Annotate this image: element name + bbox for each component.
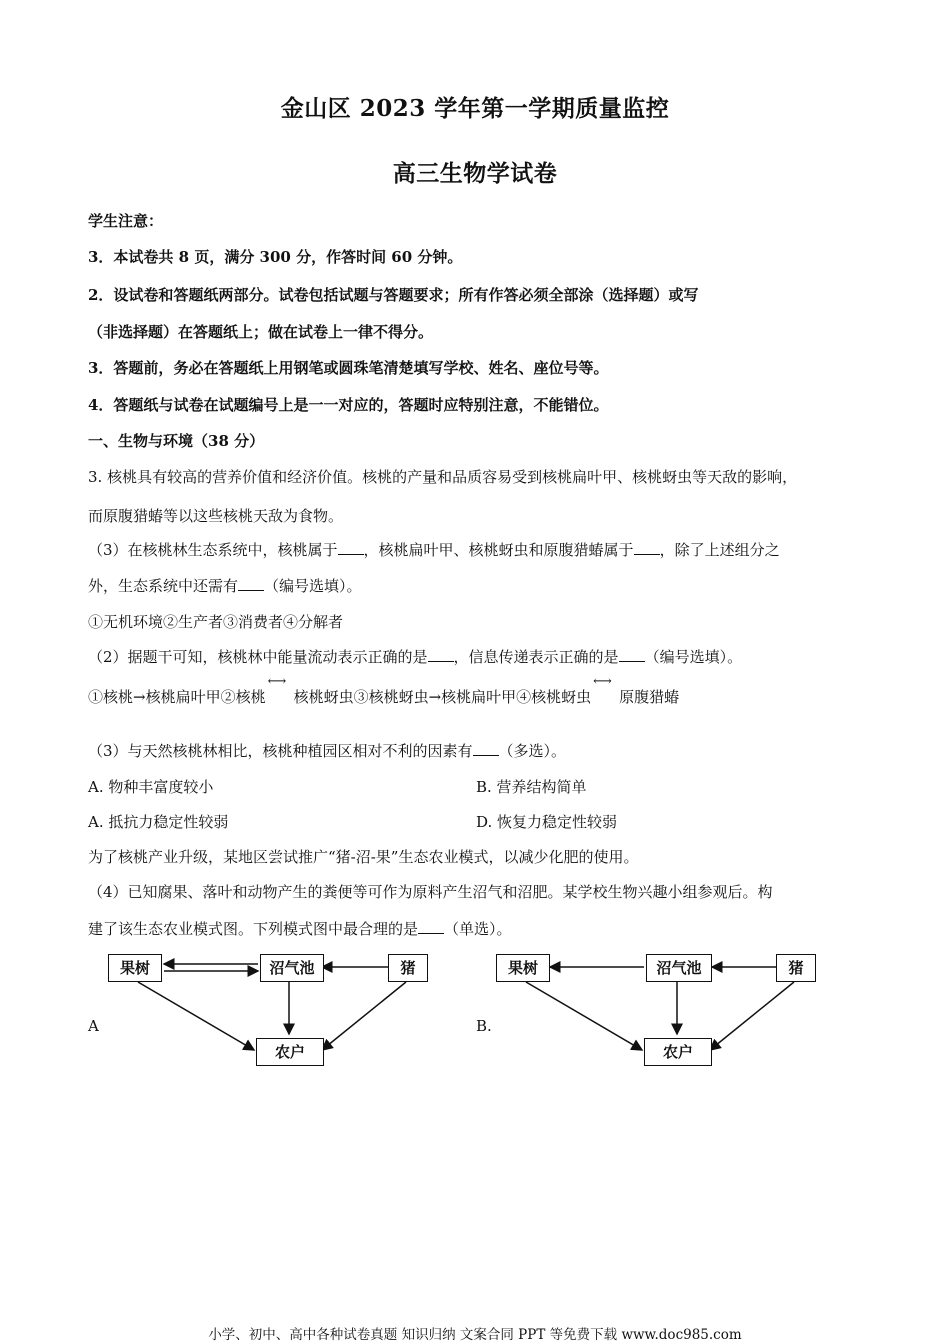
question-text: （3）在核桃林生态系统中，核桃属于 <box>88 541 338 559</box>
answer-blank <box>338 540 364 555</box>
node-orchard: 果树 <box>108 954 162 982</box>
question-2-options <box>88 674 680 707</box>
arrow-pig-to-farmer <box>322 982 406 1050</box>
diagram-a <box>108 950 428 1075</box>
question-text: ，除了上述组分之 <box>659 541 780 559</box>
question-intro: 而原腹猎蝽等以这些核桃天敌为食物。 <box>88 507 344 525</box>
node-biogas: 沼气池 <box>260 954 324 982</box>
choice-d: D. 恢复力稳定性较弱 <box>476 813 618 831</box>
question-text: ，信息传递表示正确的是 <box>453 648 619 666</box>
question-text: （3）与天然核桃林相比，核桃种植园区相对不利的因素有 <box>88 742 473 760</box>
option-text: 核桃蚜虫③核桃蚜虫→核桃扁叶甲④核桃蚜虫 <box>293 688 592 706</box>
answer-blank <box>634 540 660 555</box>
question-3 <box>88 740 566 761</box>
question-text: ，核桃扁叶甲、核桃蚜虫和原腹猎蝽属于 <box>363 541 634 559</box>
choice-a: A. 物种丰富度较小 <box>88 778 214 796</box>
question-text: （2）据题干可知，核桃林中能量流动表示正确的是 <box>88 648 428 666</box>
question-text: 建了该生态农业模式图。下列模式图中最合理的是 <box>88 920 419 938</box>
notice-item: 4．答题纸与试卷在试题编号上是一一对应的，答题时应特别注意，不能错位。 <box>88 396 609 414</box>
notice-heading: 学生注意： <box>88 212 164 230</box>
question-text: （多选）。 <box>498 742 567 760</box>
question-intro: 3. 核桃具有较高的营养价值和经济价值。核桃的产量和品质容易受到核桃扁叶甲、核桃蚜虫等天敌的影响， <box>88 468 798 486</box>
answer-blank <box>428 647 454 662</box>
diagram-b-label: B. <box>476 1017 492 1035</box>
question-1-cont <box>88 575 362 596</box>
arrow-orchard-to-farmer <box>138 982 254 1050</box>
question-text: （编号选填）。 <box>264 577 362 595</box>
question-4-cont <box>88 918 512 939</box>
node-pig: 猪 <box>388 954 428 982</box>
node-pig: 猪 <box>776 954 816 982</box>
question-1-options: ①无机环境②生产者③消费者④分解者 <box>88 613 344 631</box>
node-farmer: 农户 <box>256 1038 324 1066</box>
paragraph: 为了核桃产业升级，某地区尝试推广“猪-沼-果”生态农业模式，以减少化肥的使用。 <box>88 848 639 866</box>
option-text: ①核桃→核桃扁叶甲②核桃 <box>88 688 266 706</box>
question-text: （单选）。 <box>444 920 512 938</box>
question-1 <box>88 539 780 560</box>
notice-item: （非选择题）在答题纸上；做在试卷上一律不得分。 <box>88 323 434 341</box>
node-farmer: 农户 <box>644 1038 712 1066</box>
exam-title: 金山区 2023 学年第一学期质量监控 <box>280 95 670 122</box>
exam-subtitle: 高三生物学试卷 <box>392 160 558 187</box>
double-arrow-icon: ⟷ <box>593 674 612 689</box>
answer-blank <box>238 576 264 591</box>
notice-item: 3．本试卷共 8 页，满分 300 分，作答时间 60 分钟。 <box>88 248 463 266</box>
notice-item: 2．设试卷和答题纸两部分。试卷包括试题与答题要求；所有作答必须全部涂（选择题）或写 <box>88 286 699 304</box>
double-arrow-icon: ⟷ <box>267 674 287 689</box>
choice-b: B. 营养结构简单 <box>476 778 587 796</box>
answer-blank <box>473 741 499 756</box>
question-text: 外，生态系统中还需有 <box>88 577 239 595</box>
option-text: 原腹猎蝽 <box>619 688 680 706</box>
diagram-b <box>496 950 826 1075</box>
question-4: （4）已知腐果、落叶和动物产生的粪便等可作为原料产生沼气和沼肥。某学校生物兴趣小组参观后。构 <box>88 883 773 901</box>
node-biogas: 沼气池 <box>646 954 712 982</box>
answer-blank <box>619 647 645 662</box>
arrow-orchard-to-farmer <box>526 982 642 1050</box>
choice-c: A. 抵抗力稳定性较弱 <box>88 813 229 831</box>
arrow-pig-to-farmer <box>710 982 794 1050</box>
section-heading: 一、生物与环境（38 分） <box>88 432 265 450</box>
node-orchard: 果树 <box>496 954 550 982</box>
question-2 <box>88 646 742 667</box>
answer-blank <box>418 919 444 934</box>
notice-item: 3．答题前，务必在答题纸上用钢笔或圆珠笔清楚填写学校、姓名、座位号等。 <box>88 359 609 377</box>
page-footer: 小学、初中、高中各种试卷真题 知识归纳 文案合同 PPT 等免费下载 www.doc985.com <box>208 1327 742 1343</box>
question-text: （编号选填）。 <box>644 648 743 666</box>
diagram-a-label: A <box>88 1017 99 1035</box>
